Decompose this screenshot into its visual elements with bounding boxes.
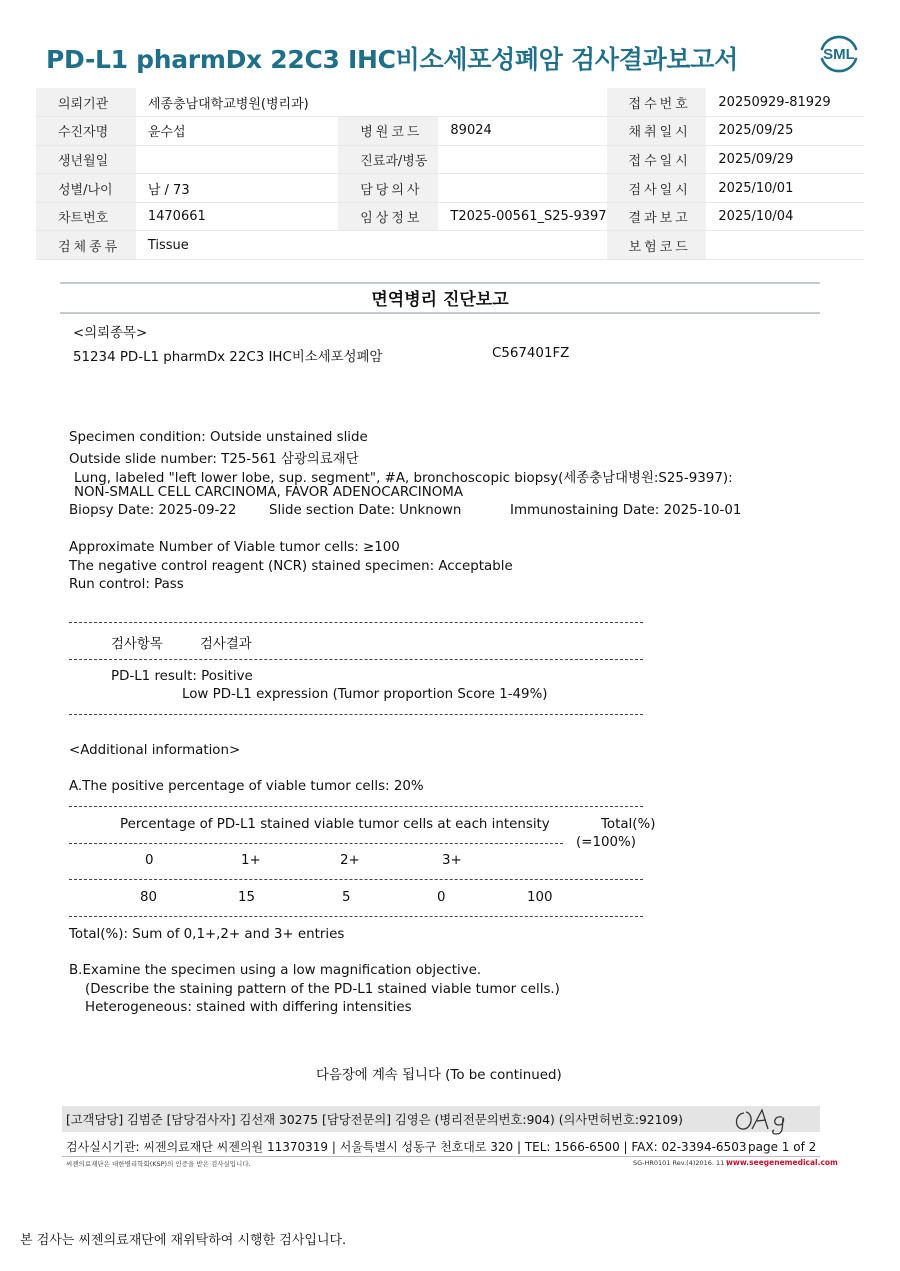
label-test-date: 검사일시 (607, 174, 707, 203)
info-row (36, 117, 864, 146)
label-report-date: 결과보고 (607, 202, 707, 231)
value-report-date: 2025/10/04 (706, 202, 864, 231)
divider (60, 312, 820, 314)
intensity-value: 5 (342, 890, 351, 905)
website-link[interactable]: www.seegenemedical.com (726, 1158, 838, 1167)
viable-tumor-cells: Approximate Number of Viable tumor cells: ≥100 (69, 540, 400, 555)
intensity-value: 80 (140, 890, 158, 905)
column-test-item: 검사항목 (111, 637, 163, 652)
intensity-label: 0 (145, 853, 154, 868)
dashed-divider (69, 916, 643, 917)
value-clinical-info: T2025-00561_S25-9397 (438, 202, 606, 231)
total-note: Total(%): Sum of 0,1+,2+ and 3+ entries (69, 927, 345, 942)
reconsignment-note: 본 검사는 씨젠의료재단에 재위탁하여 시행한 검사입니다. (20, 1233, 347, 1248)
patient-info-table (36, 88, 864, 260)
form-code: SG-HR0101 Rev.(4)2016. 11 | (633, 1159, 729, 1167)
run-control: Run control: Pass (69, 577, 184, 592)
intensity-value: 15 (238, 890, 256, 905)
value-collection-date: 2025/09/25 (706, 117, 864, 146)
additional-info-heading: <Additional information> (69, 743, 241, 758)
sml-logo-icon (816, 30, 862, 76)
slide-section-date: Slide section Date: Unknown (269, 503, 462, 518)
label-chart-number: 차트번호 (36, 202, 136, 231)
staining-pattern-result: Heterogeneous: stained with differing intensities (85, 1000, 412, 1015)
dashed-divider (69, 714, 643, 715)
intensity-header: Percentage of PD-L1 stained viable tumor cells at each intensity (120, 817, 550, 832)
value-chart-number: 1470661 (136, 202, 338, 231)
section-title: 면역병리 진단보고 (371, 290, 509, 310)
pd-l1-result: PD-L1 result: Positive (111, 669, 253, 684)
divider (62, 1156, 820, 1157)
dashed-divider (69, 806, 643, 807)
value-specimen-type: Tissue (136, 231, 607, 260)
specimen-condition: Specimen condition: Outside unstained slide (69, 430, 368, 445)
label-specimen-type: 검체종류 (36, 231, 136, 260)
label-received-date: 접수일시 (607, 145, 707, 174)
value-patient-name: 윤수섭 (136, 117, 338, 146)
low-magnification-line: B.Examine the specimen using a low magnification objective. (69, 963, 482, 978)
signature-icon (732, 1104, 794, 1136)
dashed-divider (69, 622, 643, 623)
intensity-value: 0 (437, 890, 446, 905)
intensity-label: 2+ (340, 853, 360, 868)
label-requesting-institution: 의뢰기관 (36, 88, 136, 117)
divider (60, 282, 820, 284)
dashed-divider (69, 879, 643, 880)
total-value: 100 (527, 890, 553, 905)
outside-slide-number: Outside slide number: T25-561 삼광의료재단 (69, 452, 359, 467)
value-insurance-code (706, 231, 864, 260)
pd-l1-expression: Low PD-L1 expression (Tumor proportion Score 1-49%) (182, 687, 548, 702)
value-requesting-institution: 세종충남대학교병원(병리과) (136, 88, 607, 117)
label-clinical-info: 임상정보 (338, 202, 438, 231)
order-heading: <의뢰종목> (73, 326, 148, 341)
positive-percentage: A.The positive percentage of viable tumor cells: 20% (69, 779, 424, 794)
page-number: page 1 of 2 (748, 1140, 817, 1154)
value-attending-doctor (438, 174, 606, 203)
value-received-date: 2025/09/29 (706, 145, 864, 174)
negative-control: The negative control reagent (NCR) stained specimen: Acceptable (69, 559, 513, 574)
label-department: 진료과/병동 (338, 145, 438, 174)
value-birth-date (136, 145, 338, 174)
specimen-description: Lung, labeled "left lower lobe, sup. segment", #A, bronchoscopic biopsy(세종충남대병원:S25-9397): (74, 471, 733, 486)
continued-note: 다음장에 계속 됩니다 (To be continued) (316, 1068, 562, 1083)
biopsy-date: Biopsy Date: 2025-09-22 (69, 503, 237, 518)
staining-pattern-note: (Describe the staining pattern of the PD-L1 stained viable tumor cells.) (85, 982, 560, 997)
value-test-date: 2025/10/01 (706, 174, 864, 203)
value-accession-number: 20250929-81929 (706, 88, 864, 117)
info-row (36, 202, 864, 231)
diagnosis: NON-SMALL CELL CARCINOMA, FAVOR ADENOCARCINOMA (74, 485, 464, 500)
info-row (36, 174, 864, 203)
immunostaining-date: Immunostaining Date: 2025-10-01 (510, 503, 742, 518)
certification-note: 씨젠의료재단은 대한병리학회(KSP)의 인증을 받은 검사실입니다. (66, 1160, 251, 1168)
label-sex-age: 성별/나이 (36, 174, 136, 203)
value-department (438, 145, 606, 174)
testing-institution: 검사실시기관: 씨젠의료재단 씨젠의원 11370319 | 서울특별시 성동구 천호대로 320 | TEL: 1566-6500 | FAX: 02-3394-6503 (66, 1140, 747, 1154)
label-birth-date: 생년월일 (36, 145, 136, 174)
value-sex-age: 남 / 73 (136, 174, 338, 203)
total-subheader: (=100%) (576, 835, 636, 850)
order-code: C567401FZ (492, 346, 570, 361)
order-item: 51234 PD-L1 pharmDx 22C3 IHC비소세포성폐암 (73, 350, 383, 365)
dashed-divider (69, 659, 643, 660)
info-row (36, 231, 864, 260)
label-insurance-code: 보험코드 (607, 231, 707, 260)
label-attending-doctor: 담당의사 (338, 174, 438, 203)
label-patient-name: 수진자명 (36, 117, 136, 146)
label-accession-number: 접수번호 (607, 88, 707, 117)
sml-logo-text: SML (823, 46, 855, 63)
intensity-label: 1+ (241, 853, 261, 868)
intensity-label: 3+ (442, 853, 462, 868)
dashed-divider (69, 843, 563, 844)
report-title: PD-L1 pharmDx 22C3 IHC비소세포성폐암 검사결과보고서 (46, 45, 738, 74)
value-hospital-code: 89024 (438, 117, 606, 146)
info-row (36, 88, 864, 117)
total-header: Total(%) (601, 817, 656, 832)
label-collection-date: 채취일시 (607, 117, 707, 146)
column-test-result: 검사결과 (200, 637, 252, 652)
info-row (36, 145, 864, 174)
staff-line: [고객담당] 김범준 [담당검사자] 김선재 30275 [담당전문의] 김영은 (병리전문의번호:904) (의사면허번호:92109) (66, 1113, 683, 1127)
label-hospital-code: 병원코드 (338, 117, 438, 146)
